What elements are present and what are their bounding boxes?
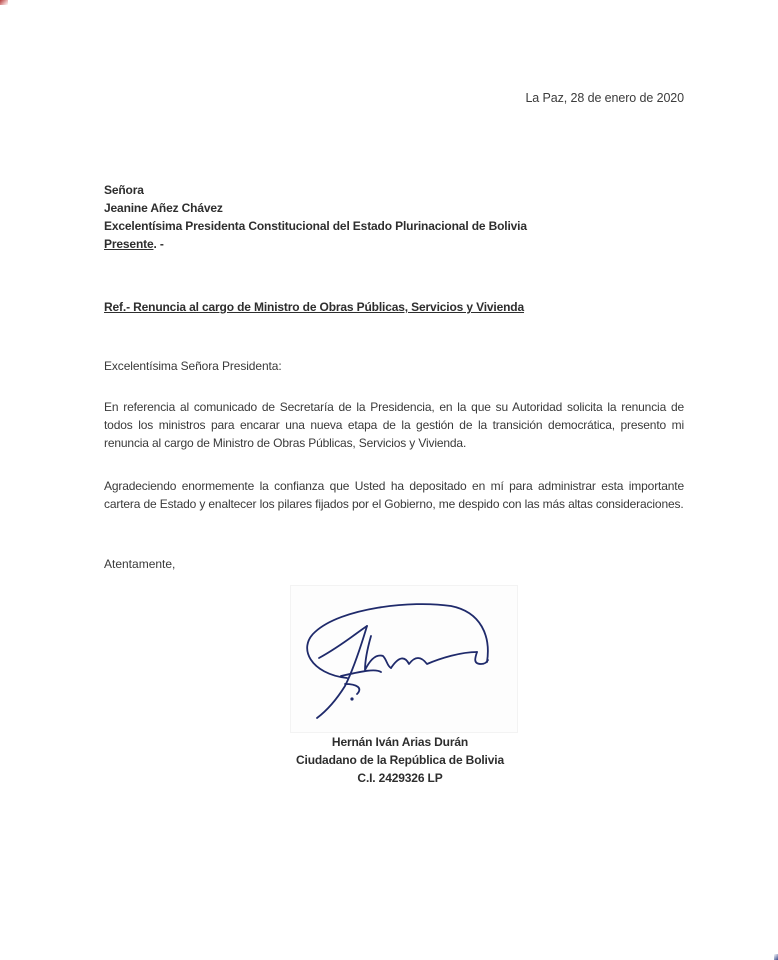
body-paragraph: Agradeciendo enormemente la confianza que Usted ha depositado en mí para administrar esta importante cartera de Estado y enaltecer los pilares fijados por el Gobierno, me despido con las más altas consideraciones. [104,479,684,511]
addressee-presente [104,235,527,253]
signer-name: Hernán Iván Arias Durán [331,735,469,749]
reference-line: Ref.- Renuncia al cargo de Ministro de Obras Públicas, Servicios y Vivienda [104,300,525,314]
salutation: Excelentísima Señora Presidenta: [104,359,282,373]
signature-dot [350,697,353,700]
signature-slash [319,626,367,658]
signature-h [365,636,391,670]
addressee-position: Excelentísima Presidenta Constitucional del Estado Plurinacional de Bolivia [104,219,527,233]
signature-tail [475,652,488,664]
signature-area [290,585,518,733]
signature-cross [341,670,381,676]
signer-block [250,733,550,787]
addressee-block [104,181,527,253]
addressee-title: Señora [104,183,144,197]
signature-image [291,586,517,732]
addressee-name: Jeanine Añez Chávez [104,201,223,215]
corner-mark [0,0,8,5]
corner-mark [774,954,778,960]
signature-hook [345,684,359,694]
signer-title: Ciudadano de la República de Bolivia [296,753,504,767]
signature-wave [391,652,477,668]
signer-id: C.I. 2429326 LP [357,771,443,785]
body-paragraph: En referencia al comunicado de Secretaría de la Presidencia, en la que su Autoridad solicita la renuncia de todos los ministros para encarar una nueva etapa de la gestión de la transición democrática, presento mi renuncia al cargo de Ministro de Obras Públicas, Servicios y Vivienda. [104,400,684,450]
presente-suffix: . - [153,237,164,251]
signature-loop [307,604,488,678]
presente-text: Presente [104,237,154,251]
closing: Atentamente, [104,557,176,571]
letter-date: La Paz, 28 de enero de 2020 [525,91,684,105]
